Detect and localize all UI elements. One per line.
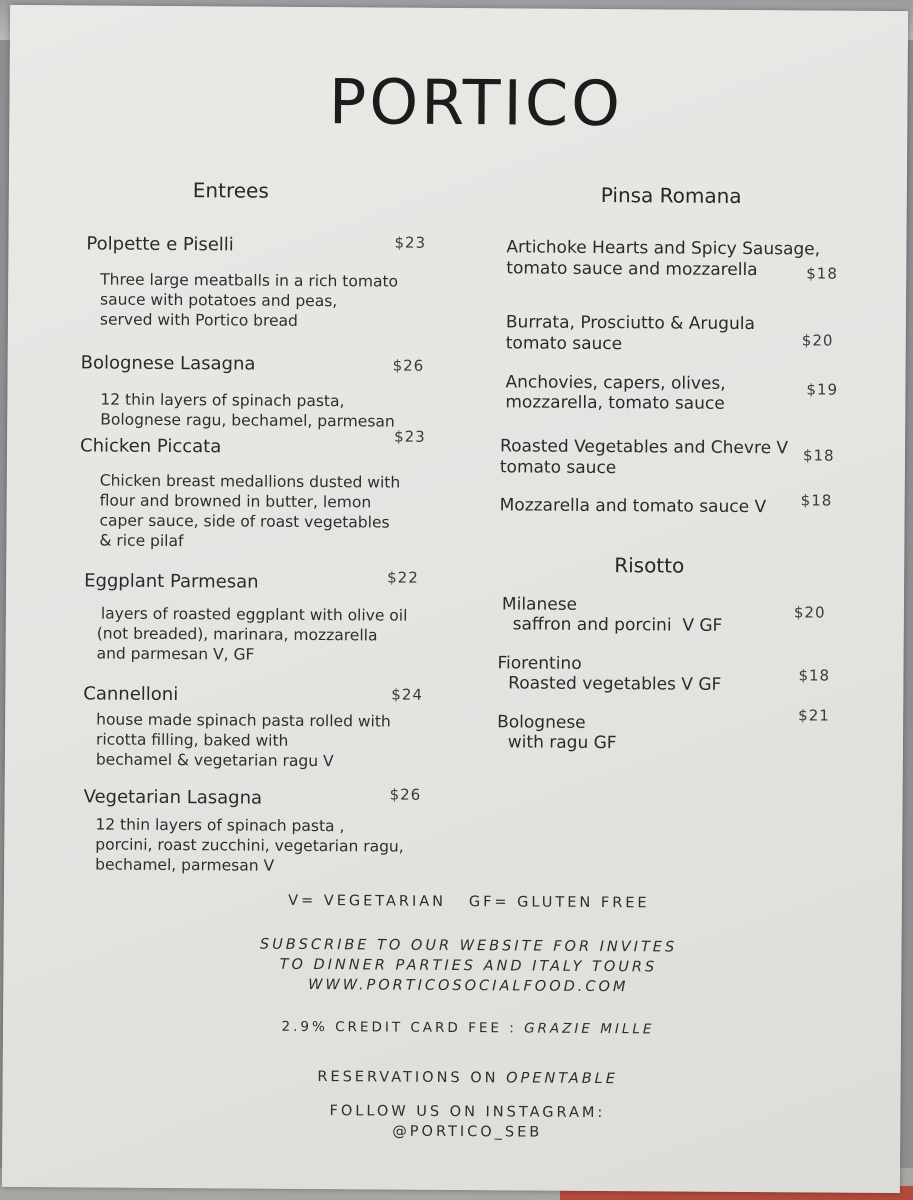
pinsa-price: $19 — [806, 380, 839, 399]
entree-desc-line: bechamel, parmesan V — [95, 855, 275, 875]
entree-desc-line: 12 thin layers of spinach pasta, — [100, 390, 345, 411]
credit-card-fee — [3, 1017, 913, 1039]
entree-desc-line: caper sauce, side of roast vegetables — [99, 511, 390, 532]
reservations-line — [3, 1067, 913, 1089]
pinsa-item-line: Burrata, Prosciutto & Arugula — [505, 312, 755, 335]
entree-desc-line: bechamel & vegetarian ragu V — [95, 750, 334, 771]
entree-desc-line: house made spinach pasta rolled with — [96, 710, 391, 731]
subscribe-line: SUBSCRIBE TO OUR WEBSITE FOR INVITES — [259, 936, 678, 956]
risotto-price: $20 — [793, 603, 826, 622]
entree-name: Polpette e Piselli — [86, 233, 234, 256]
entree-desc-line: Three large meatballs in a rich tomato — [100, 270, 399, 291]
risotto-heading: Risotto — [614, 553, 685, 578]
entree-price: $26 — [389, 785, 422, 804]
entree-desc-line: Chicken breast medallions dusted with — [99, 471, 401, 492]
entree-desc-line: layers of roasted eggplant with olive oil — [100, 604, 408, 625]
entree-name: Vegetarian Lasagna — [83, 786, 263, 809]
pinsa-item-line: tomato sauce — [505, 333, 623, 355]
website-link: WWW.PORTICOSOCIALFOOD.COM — [308, 976, 629, 996]
risotto-item-desc: with ragu GF — [496, 732, 617, 754]
entree-price: $24 — [391, 685, 424, 704]
instagram-prompt: FOLLOW US ON INSTAGRAM: — [329, 1103, 606, 1122]
entree-price: $26 — [392, 356, 425, 375]
risotto-item-desc: Roasted vegetables V GF — [497, 673, 722, 695]
pinsa-price: $18 — [806, 264, 838, 283]
entree-price: $23 — [394, 233, 427, 252]
pinsa-item-line: Artichoke Hearts and Spicy Sausage, — [506, 237, 821, 260]
entree-desc-line: sauce with potatoes and peas, — [100, 290, 338, 311]
risotto-item-name: Milanese — [501, 594, 578, 615]
pinsa-item-line: Roasted Vegetables and Chevre V — [499, 436, 789, 459]
entree-desc-line: (not breaded), marinara, mozzarella — [96, 624, 378, 645]
entree-desc-line: & rice pilaf — [99, 531, 184, 551]
risotto-item-name: Fiorentino — [497, 653, 582, 674]
risotto-price: $18 — [798, 666, 831, 685]
dietary-legend: V= VEGETARIAN GF= GLUTEN FREE — [288, 892, 650, 912]
pinsa-item-line: Anchovies, capers, olives, — [505, 372, 726, 394]
entree-price: $22 — [387, 568, 419, 587]
entree-desc-line: flour and browned in butter, lemon — [99, 491, 372, 512]
entree-name: Eggplant Parmesan — [84, 570, 259, 593]
reservations-text: RESERVATIONS ON — [317, 1069, 499, 1087]
subscribe-line: TO DINNER PARTIES AND ITALY TOURS — [279, 956, 658, 976]
risotto-item-desc: saffron and porcini V GF — [501, 614, 723, 636]
entree-desc-line: ricotta filling, baked with — [95, 730, 289, 750]
pinsa-price: $18 — [800, 491, 833, 510]
menu-sheet — [2, 5, 908, 1193]
pinsa-item-line: tomato sauce and mozzarella — [506, 258, 758, 281]
entree-price: $23 — [394, 427, 426, 446]
entree-desc-line: 12 thin layers of spinach pasta , — [95, 815, 345, 836]
pinsa-item-line: mozzarella, tomato sauce — [505, 392, 725, 414]
entree-desc-line: served with Portico bread — [99, 310, 298, 330]
pinsa-item-line: tomato sauce — [499, 457, 617, 479]
entree-desc-line: Bolognese ragu, bechamel, parmesan — [100, 410, 395, 431]
pinsa-heading: Pinsa Romana — [600, 183, 742, 208]
entree-desc-line: and parmesan V, GF — [96, 644, 255, 664]
entrees-heading: Entrees — [192, 178, 269, 203]
pinsa-item-line: Mozzarella and tomato sauce V — [499, 495, 767, 518]
instagram-handle: @PORTICO_SEB — [392, 1123, 543, 1141]
reservations-site: OPENTABLE — [506, 1070, 618, 1088]
fee-thanks: GRAZIE MILLE — [524, 1020, 655, 1038]
pinsa-price: $20 — [801, 331, 834, 350]
pinsa-price: $18 — [802, 446, 835, 465]
restaurant-title: PORTICO — [328, 65, 624, 141]
fee-text: 2.9% CREDIT CARD FEE : — [281, 1018, 517, 1037]
risotto-item-name: Bolognese — [497, 712, 586, 733]
entree-name: Chicken Piccata — [79, 435, 222, 458]
entree-name: Bolognese Lasagna — [80, 352, 256, 375]
entree-desc-line: porcini, roast zucchini, vegetarian ragu, — [95, 835, 404, 856]
entree-name: Cannelloni — [83, 683, 179, 706]
risotto-price: $21 — [798, 706, 830, 725]
